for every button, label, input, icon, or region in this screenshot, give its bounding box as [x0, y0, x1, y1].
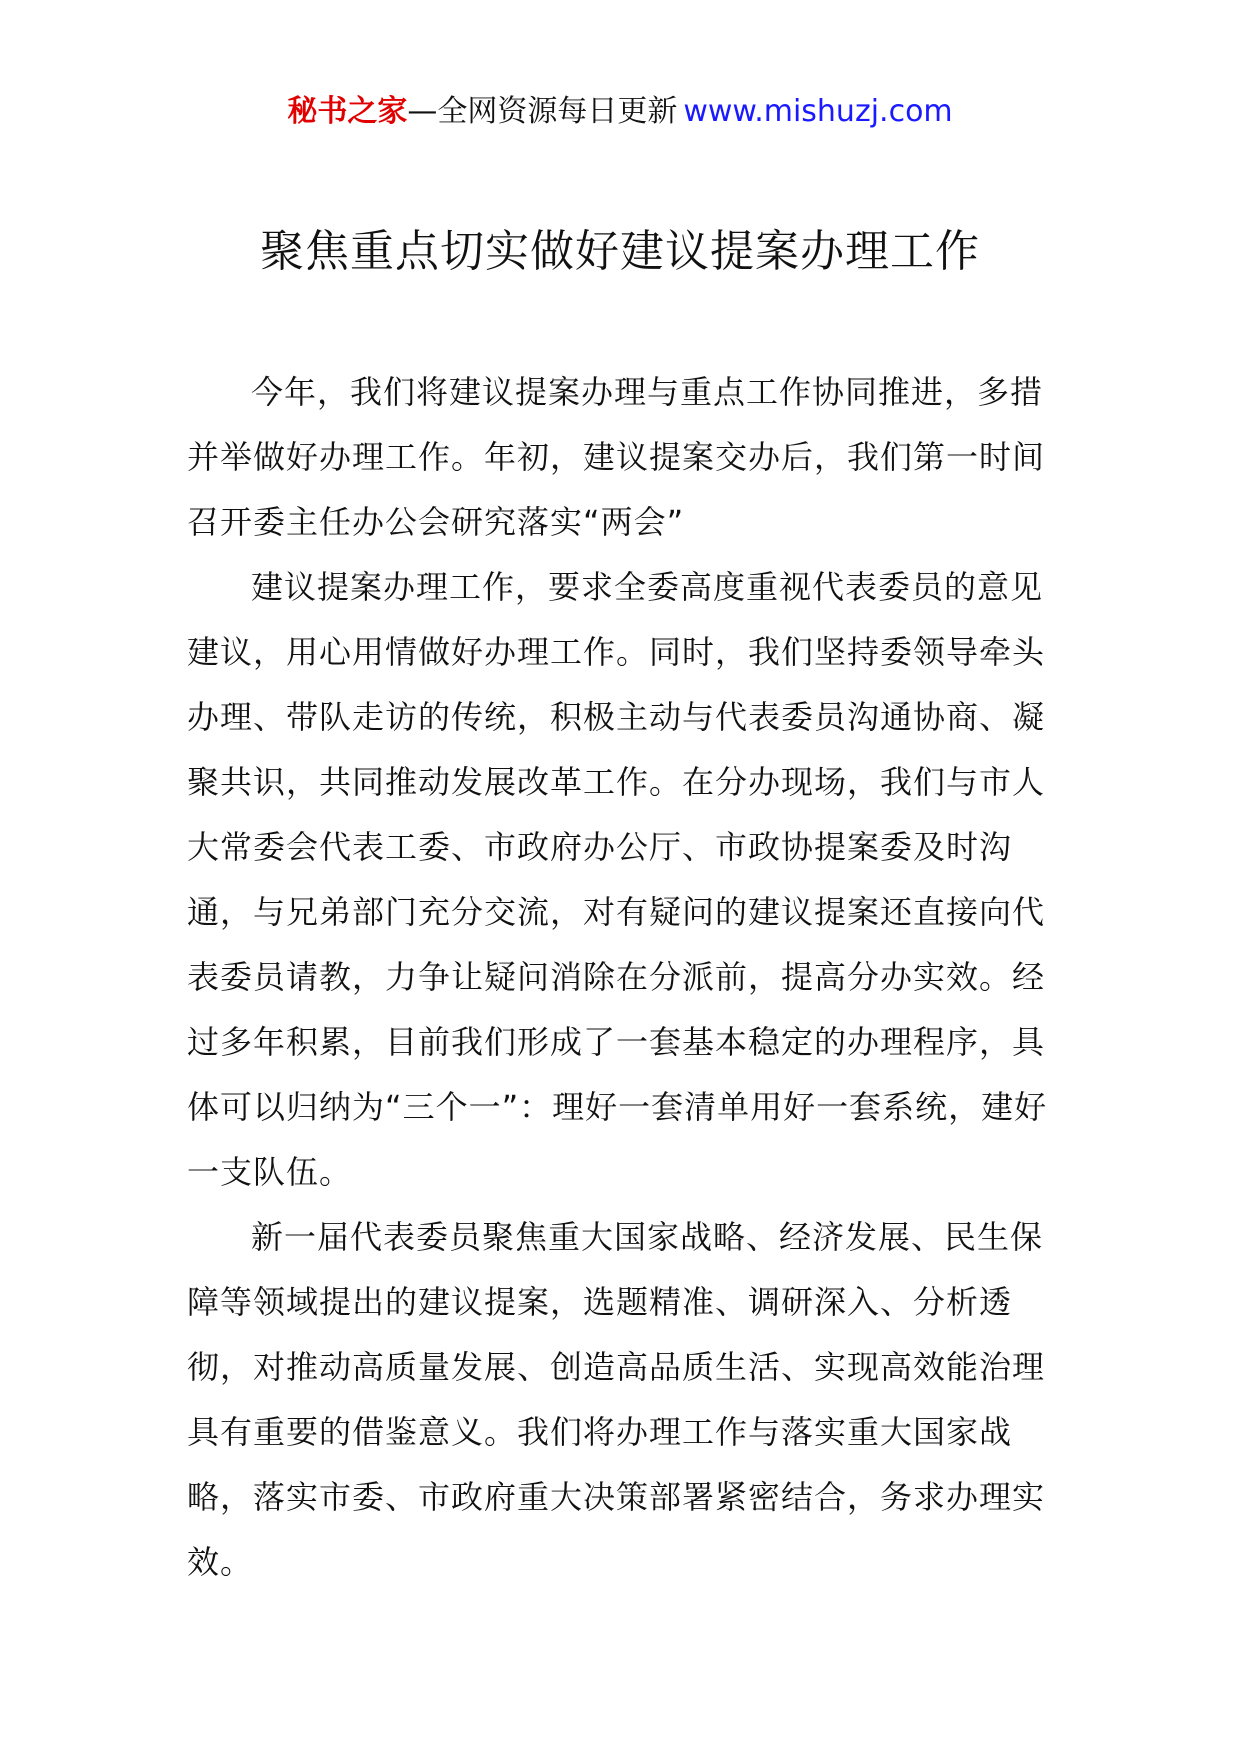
document-body: [187, 360, 1053, 1595]
document-title: 聚焦重点切实做好建议提案办理工作: [260, 226, 980, 277]
paragraph-1: 今年，我们将建议提案办理与重点工作协同推进，多措并举做好办理工作。年初，建议提案交办后，我们第一时间召开委主任办公会研究落实“两会”: [187, 373, 1046, 541]
paragraph-2: 建议提案办理工作，要求全委高度重视代表委员的意见建议，用心用情做好办理工作。同时，我们坚持委领导牵头办理、带队走访的传统，积极主动与代表委员沟通协商、凝聚共识，共同推动发展改革工作。在分办现场，我们与市人大常委会代表工委、市政府办公厅、市政协提案委及时沟通，与兄弟部门充分交流，对有疑问的建议提案还直接向代表委员请教，力争让疑问消除在分派前，提高分办实效。经过多年积累，目前我们形成了一套基本稳定的办理程序，具体可以归纳为“三个一”：理好一套清单用好一套系统，建好一支队伍。: [187, 568, 1048, 1191]
paragraph-3: 新一届代表委员聚焦重大国家战略、经济发展、民生保障等领域提出的建议提案，选题精准、调研深入、分析透彻，对推动高质量发展、创造高品质生活、实现高效能治理具有重要的借鉴意义。我们将办理工作与落实重大国家战略，落实市委、市政府重大决策部署紧密结合，务求办理实效。: [187, 1218, 1046, 1581]
site-url-link[interactable]: www.mishuzj.com: [683, 94, 953, 129]
site-tagline: —全网资源每日更新: [407, 94, 678, 129]
site-brand: 秘书之家: [287, 94, 408, 129]
site-header: [0, 92, 1240, 132]
